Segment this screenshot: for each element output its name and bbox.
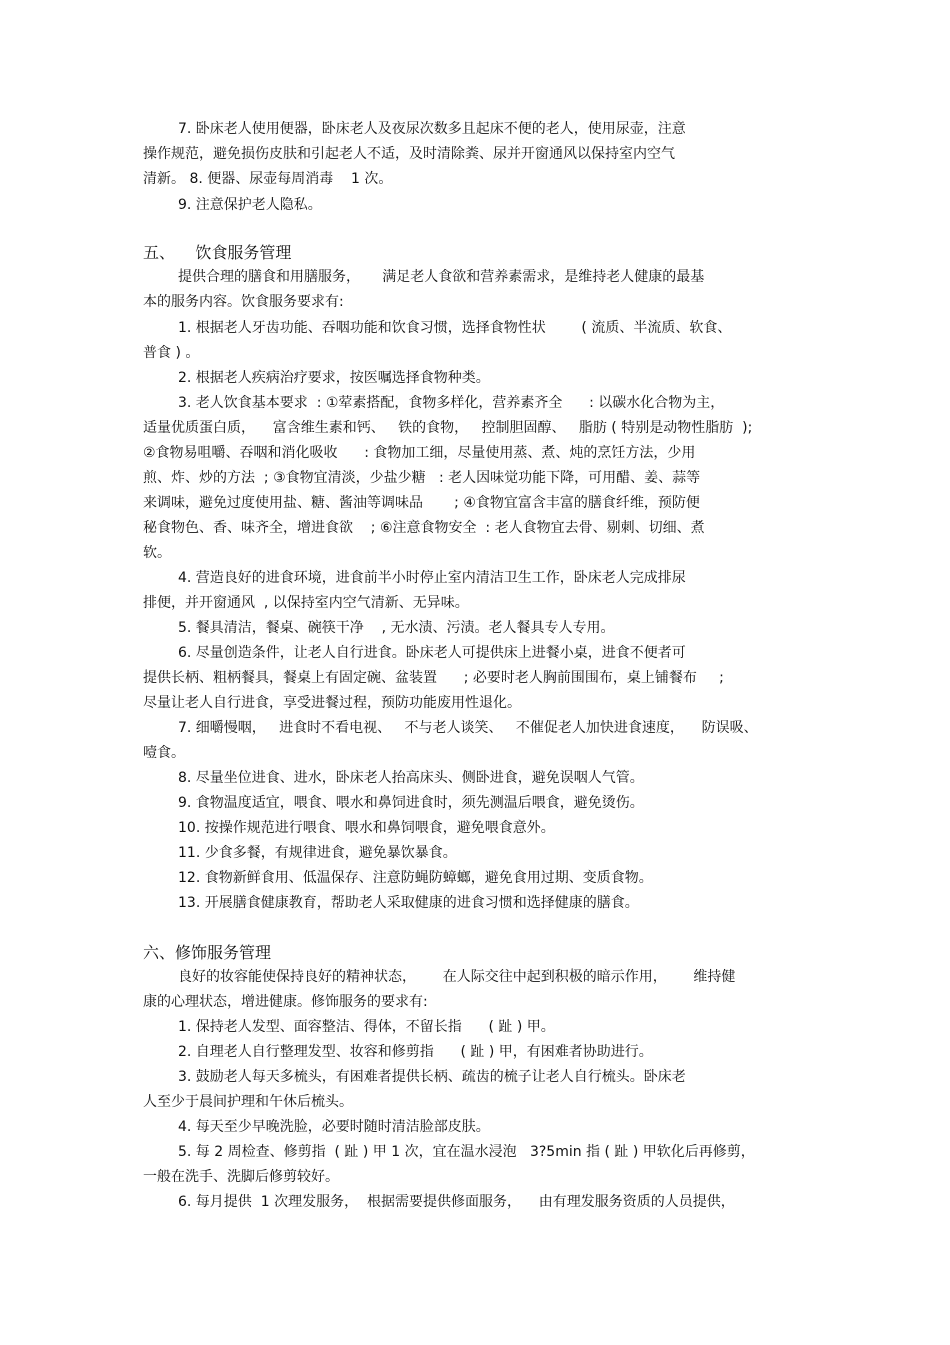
list-item: 8. 尽量坐位进食、进水，卧床老人抬高床头、侧卧进食，避免误咽人气管。 <box>178 770 644 786</box>
list-item: 6. 尽量创造条件，让老人自行进食。卧床老人可提供床上进餐小桌，进食不便者可 <box>178 645 686 661</box>
paragraph-line: 操作规范，避免损伤皮肤和引起老人不适，及时清除粪、尿并开窗通风以保持室内空气 <box>143 146 675 162</box>
list-item: 4. 每天至少早晚洗脸，必要时随时清洁脸部皮肤。 <box>178 1119 490 1135</box>
paragraph-line: 良好的妆容能使保持良好的精神状态， 在人际交往中起到积极的暗示作用， 维持健 <box>178 969 736 985</box>
paragraph-line: 适量优质蛋白质， 富含维生素和钙、 铁的食物， 控制胆固醇、 脂肪 ( 特别是动物性脂肪 ); <box>143 420 753 436</box>
list-item: 9. 食物温度适宜，喂食、喂水和鼻饲进食时，须先测温后喂食，避免烫伤。 <box>178 795 644 811</box>
list-item: 12. 食物新鲜食用、低温保存、注意防蝇防蟑螂，避免食用过期、变质食物。 <box>178 870 653 886</box>
list-item: 3. 鼓励老人每天多梳头，有困难者提供长柄、疏齿的梳子让老人自行梳头。卧床老 <box>178 1069 686 1085</box>
paragraph-line: 煎、炸、炒的方法 ; ③食物宜清淡，少盐少糖 : 老人因味觉功能下降，可用醋、姜、蒜等 <box>143 470 701 486</box>
list-item: 6. 每月提供 1 次理发服务， 根据需要提供修面服务， 由有理发服务资质的人员提供， <box>178 1194 735 1210</box>
paragraph-line: 清新。 8. 便器、尿壶每周消毒 1 次。 <box>143 171 393 187</box>
paragraph-line: 排便，并开窗通风 , 以保持室内空气清新、无异味。 <box>143 595 469 611</box>
paragraph-line: ②食物易咀嚼、吞咽和消化吸收 : 食物加工细，尽量使用蒸、煮、炖的烹饪方法，少用 <box>143 445 696 461</box>
paragraph-line: 尽量让老人自行进食，享受进餐过程，预防功能废用性退化。 <box>143 695 521 711</box>
paragraph-line: 7. 卧床老人使用便器，卧床老人及夜尿次数多且起床不便的老人，使用尿壶，注意 <box>178 121 686 137</box>
paragraph-line: 康的心理状态，增进健康。修饰服务的要求有: <box>143 994 428 1010</box>
list-item: 13. 开展膳食健康教育，帮助老人采取健康的进食习惯和选择健康的膳食。 <box>178 895 639 911</box>
paragraph-line: 一般在洗手、洗脚后修剪较好。 <box>143 1169 339 1185</box>
paragraph-line: 软。 <box>143 545 171 561</box>
list-item: 11. 少食多餐，有规律进食，避免暴饮暴食。 <box>178 845 457 861</box>
paragraph-line: 提供长柄、粗柄餐具，餐桌上有固定碗、盆装置 ; 必要时老人胸前围围布，桌上铺餐布 ; <box>143 670 724 686</box>
paragraph-line: 来调味，避免过度使用盐、糖、酱油等调味品 ; ④食物宜富含丰富的膳食纤维，预防便 <box>143 495 700 511</box>
list-item: 1. 保持老人发型、面容整洁、得体，不留长指 ( 趾 ) 甲。 <box>178 1019 555 1035</box>
list-item: 10. 按操作规范进行喂食、喂水和鼻饲喂食，避免喂食意外。 <box>178 820 555 836</box>
list-item: 1. 根据老人牙齿功能、吞咽功能和饮食习惯，选择食物性状 ( 流质、半流质、软食、 <box>178 320 732 336</box>
list-item: 5. 餐具清洁，餐桌、碗筷干净 , 无水渍、污渍。老人餐具专人专用。 <box>178 620 615 636</box>
list-item: 7. 细嚼慢咽， 进食时不看电视、 不与老人谈笑、 不催促老人加快进食速度， 防误吸、 <box>178 720 758 736</box>
paragraph-line: 秘食物色、香、味齐全，增进食欲 ; ⑥注意食物安全 : 老人食物宜去骨、剔刺、切细、煮 <box>143 520 705 536</box>
paragraph-line: 人至少于晨间护理和午休后梳头。 <box>143 1094 353 1110</box>
list-item: 2. 根据老人疾病治疗要求，按医嘱选择食物种类。 <box>178 370 490 386</box>
list-item: 5. 每 2 周检查、修剪指 ( 趾 ) 甲 1 次，宜在温水浸泡 3?5min 指 ( 趾 ) 甲软化后再修剪， <box>178 1144 755 1160</box>
paragraph-line: 9. 注意保护老人隐私。 <box>178 197 322 213</box>
paragraph-line: 噎食。 <box>143 745 185 761</box>
paragraph-line: 提供合理的膳食和用膳服务， 满足老人食欲和营养素需求，是维持老人健康的最基 <box>178 269 705 285</box>
list-item: 3. 老人饮食基本要求 : ①荤素搭配，食物多样化，营养素齐全 : 以碳水化合物为主， <box>178 395 725 411</box>
paragraph-line: 本的服务内容。饮食服务要求有: <box>143 294 344 310</box>
list-item: 4. 营造良好的进食环境，进食前半小时停止室内清洁卫生工作，卧床老人完成排尿 <box>178 570 686 586</box>
list-item: 2. 自理老人自行整理发型、妆容和修剪指 ( 趾 ) 甲，有困难者协助进行。 <box>178 1044 653 1060</box>
section-heading-diet: 五、 饮食服务管理 <box>143 243 292 262</box>
paragraph-line: 普食 ) 。 <box>143 345 200 361</box>
section-heading-grooming: 六、修饰服务管理 <box>143 943 272 962</box>
